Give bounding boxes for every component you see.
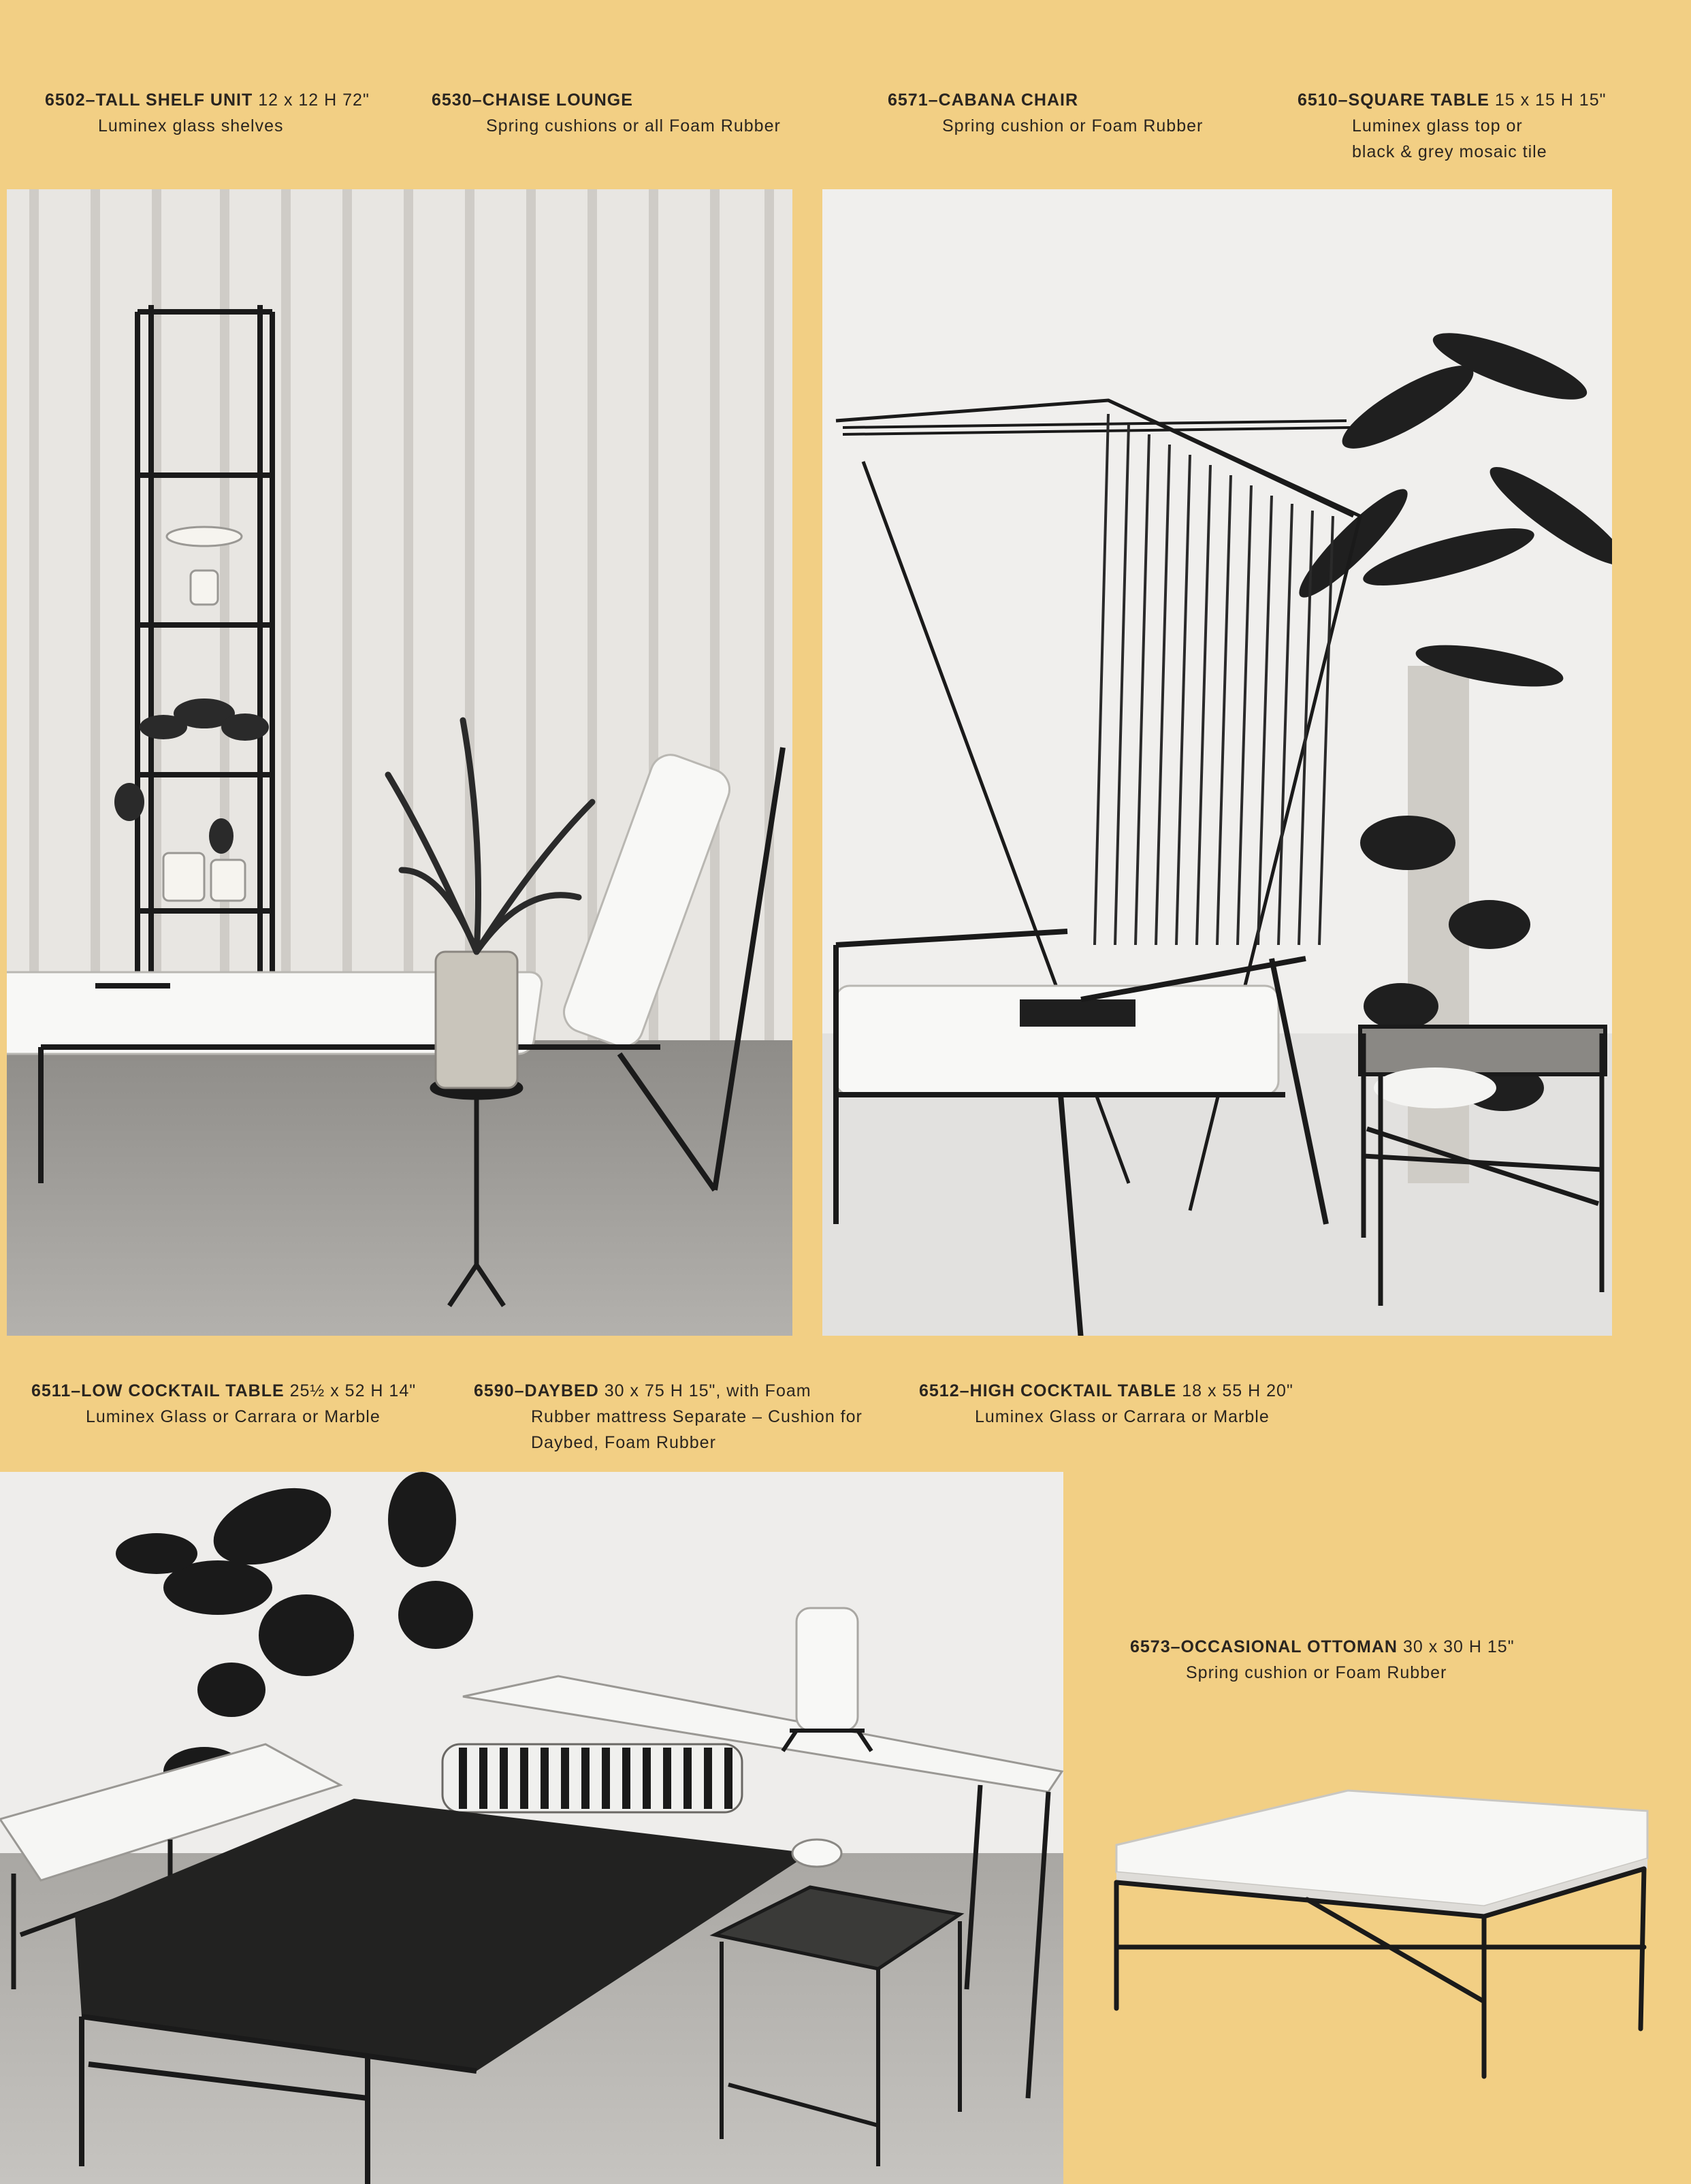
photo-daybed-and-cocktail-tables bbox=[0, 1472, 1063, 2184]
product-code: 6512–HIGH COCKTAIL TABLE bbox=[919, 1381, 1177, 1400]
product-code: 6530–CHAISE LOUNGE bbox=[432, 91, 633, 110]
product-dimensions: 18 x 55 H 20" bbox=[1182, 1381, 1293, 1400]
photo-cabana-chair-and-square-table bbox=[822, 189, 1612, 1336]
product-description: Luminex Glass or Carrara or Marble bbox=[975, 1407, 1270, 1426]
product-dimensions: 15 x 15 H 15" bbox=[1494, 91, 1607, 110]
product-description: black & grey mosaic tile bbox=[1352, 142, 1547, 161]
product-dimensions: 25½ x 52 H 14" bbox=[289, 1381, 417, 1400]
caption-cabana-chair bbox=[888, 87, 1203, 139]
product-description: Spring cushion or Foam Rubber bbox=[942, 116, 1204, 135]
product-description: Luminex glass shelves bbox=[98, 116, 284, 135]
caption-high-cocktail-table bbox=[919, 1378, 1293, 1430]
product-code: 6573–OCCASIONAL OTTOMAN bbox=[1130, 1637, 1398, 1656]
caption-tall-shelf-unit bbox=[45, 87, 370, 139]
product-code: 6511–LOW COCKTAIL TABLE bbox=[31, 1381, 285, 1400]
product-code: 6571–CABANA CHAIR bbox=[888, 91, 1079, 110]
product-code: 6510–SQUARE TABLE bbox=[1298, 91, 1489, 110]
product-description: Luminex glass top or bbox=[1352, 116, 1523, 135]
ottoman-illustration bbox=[1103, 1743, 1661, 2083]
caption-occasional-ottoman bbox=[1130, 1634, 1515, 1686]
product-code: 6502–TALL SHELF UNIT bbox=[45, 91, 253, 110]
product-description: Daybed, Foam Rubber bbox=[531, 1433, 716, 1452]
product-description: Spring cushion or Foam Rubber bbox=[1186, 1663, 1447, 1682]
product-code: 6590–DAYBED bbox=[474, 1381, 599, 1400]
product-description: Spring cushions or all Foam Rubber bbox=[486, 116, 781, 135]
product-dimensions: 30 x 75 H 15", with Foam bbox=[604, 1381, 811, 1400]
caption-low-cocktail-table bbox=[31, 1378, 416, 1430]
photo-chaise-lounge-and-shelf bbox=[7, 189, 792, 1336]
caption-square-table bbox=[1298, 87, 1607, 165]
product-dimensions: 12 x 12 H 72" bbox=[258, 91, 370, 110]
product-dimensions: 30 x 30 H 15" bbox=[1402, 1637, 1515, 1656]
caption-chaise-lounge bbox=[432, 87, 781, 139]
caption-daybed bbox=[474, 1378, 863, 1456]
product-description: Luminex Glass or Carrara or Marble bbox=[86, 1407, 381, 1426]
product-description: Rubber mattress Separate – Cushion for bbox=[531, 1407, 863, 1426]
